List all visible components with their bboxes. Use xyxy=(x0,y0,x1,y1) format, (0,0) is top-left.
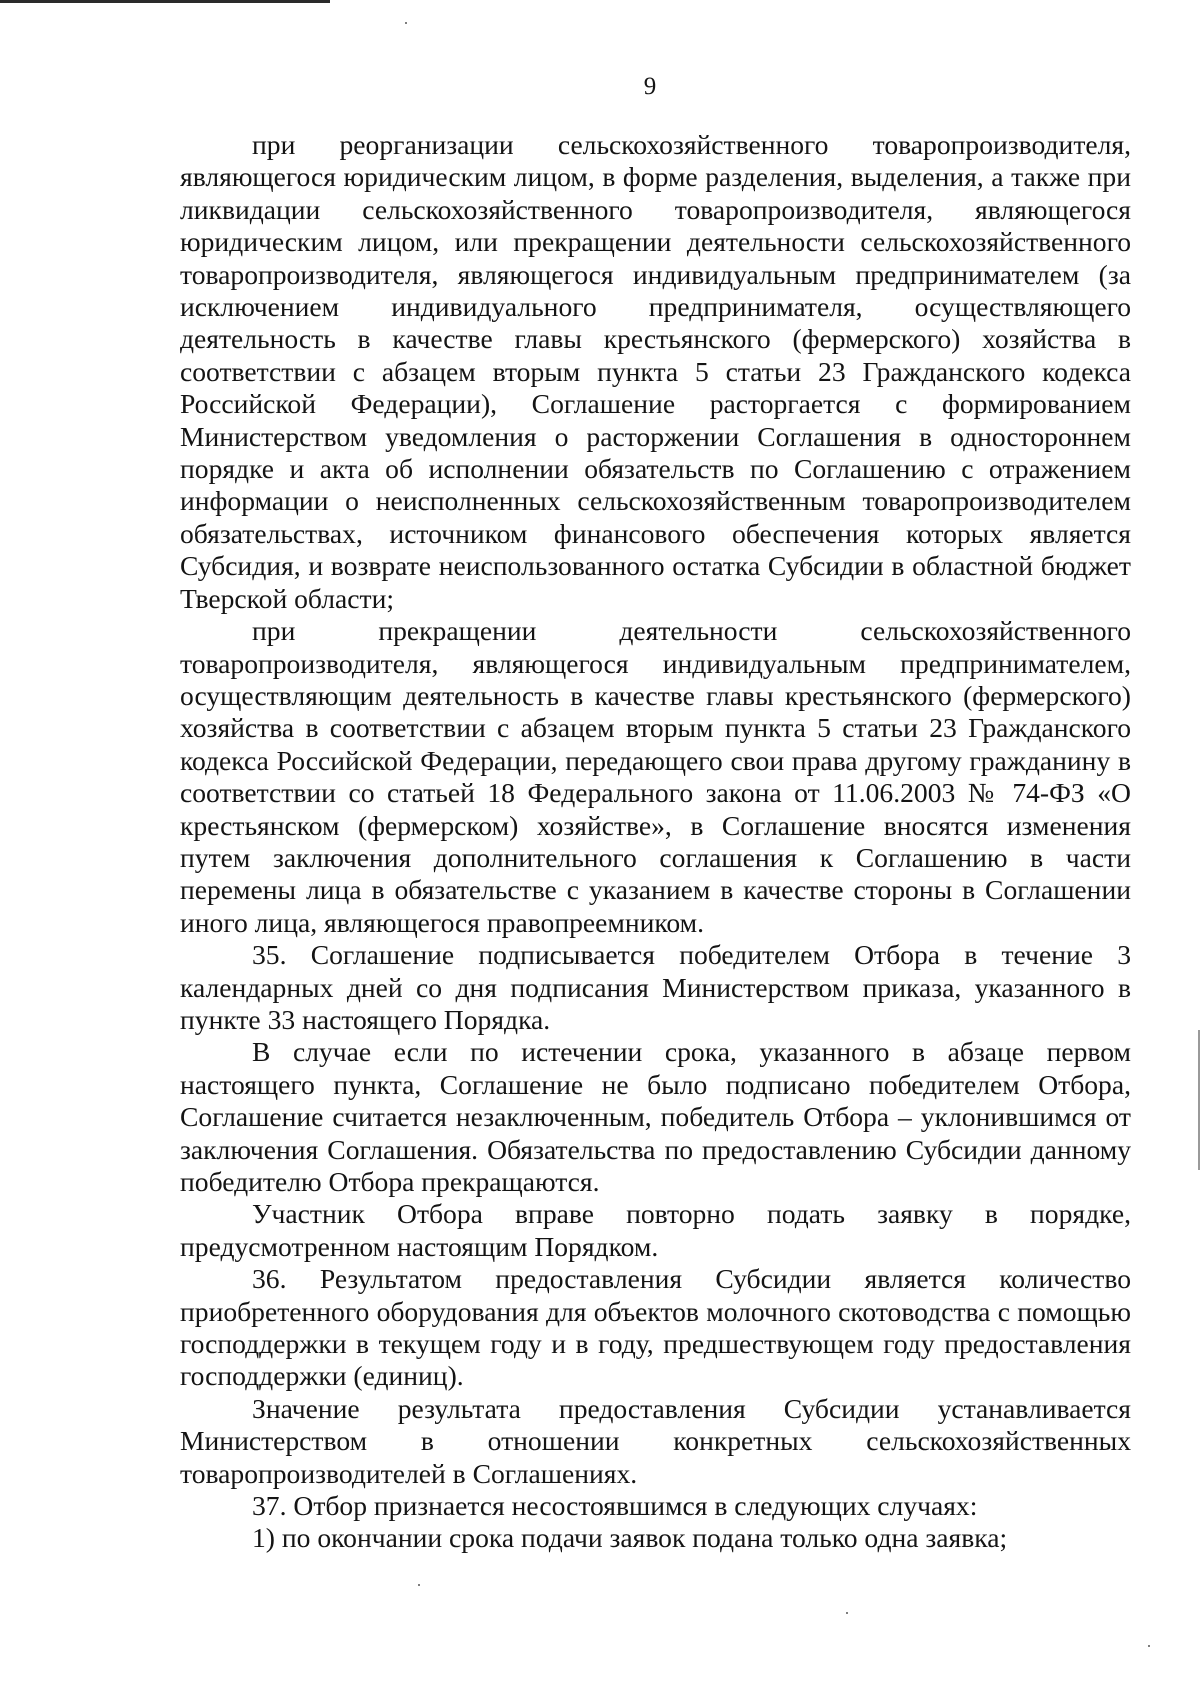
paragraph-item-35: 35. Соглашение подписывается победителем Отбора в течение 3 календарных дней со дня подписания Министерством приказа, указанного в пункте 33 настоящего Порядка. xyxy=(180,939,1131,1035)
paragraph-item-36: 36. Результатом предоставления Субсидии является количество приобретенного оборудования для объектов молочного скотоводства с помощью господдержки в текущем году и в году, предшествующем году предоставления господдержки (единиц). xyxy=(180,1263,1131,1392)
paragraph-item-37-1: 1) по окончании срока подачи заявок подана только одна заявка; xyxy=(252,1522,1008,1554)
page-number: 9 xyxy=(643,73,657,100)
scan-speck xyxy=(1148,1645,1150,1647)
paragraph-item-35-reapply: Участник Отбора вправе повторно подать заявку в порядке, предусмотренном настоящим Порядком. xyxy=(180,1198,1131,1262)
paragraph-item-37: 37. Отбор признается несостоявшимся в следующих случаях: xyxy=(252,1490,978,1522)
document-body xyxy=(180,129,1131,1555)
paragraph-item-36-value: Значение результата предоставления Субсидии устанавливается Министерством в отношении конкретных сельскохозяйственных товаропроизводителей в Соглашениях. xyxy=(180,1392,1131,1489)
paragraph-reorganization: при реорганизации сельскохозяйственного товаропроизводителя, являющегося юридическим лицом, в форме разделения, выделения, а также при ликвидации сельскохозяйственного товаропроизводителя, являющегося юридическим лицом, или прекращении деятельности сельскохозяйственного товаропроизводителя, являющегося индивидуальным предпринимателем (за исключением индивидуального предпринимателя, осуществляющего деятельность в качестве главы крестьянского (фермерского) хозяйства в соответствии с абзацем вторым пункта 5 статьи 23 Гражданского кодекса Российской Федерации), Соглашение расторгается с формированием Министерством уведомления о расторжении Соглашения в одностороннем порядке и акта об исполнении обязательств по Соглашению с отражением информации о неисполненных сельскохозяйственным товаропроизводителем обязательствах, источником финансового обеспечения которых является Субсидия, и возврате неиспользованного остатка Субсидии в областной бюджет Тверской области; xyxy=(180,129,1131,614)
scan-border-top xyxy=(0,0,330,3)
scan-speck xyxy=(846,1612,848,1614)
scan-speck xyxy=(405,22,407,24)
paragraph-item-35-evasion: В случае если по истечении срока, указанного в абзаце первом настоящего пункта, Соглашение не было подписано победителем Отбора, Соглашение считается незаключенным, победитель Отбора – уклонившимся от заключения Соглашения. Обязательства по предоставлению Субсидии данному победителю Отбора прекращаются. xyxy=(180,1036,1131,1197)
paragraph-termination-farm-head: при прекращении деятельности сельскохозяйственного товаропроизводителя, являющегося индивидуальным предпринимателем, осуществляющим деятельность в качестве главы крестьянского (фермерского) хозяйства в соответствии с абзацем вторым пункта 5 статьи 23 Гражданского кодекса Российской Федерации, передающего свои права другому гражданину в соответствии со статьей 18 Федерального закона от 11.06.2003 № 74-ФЗ «О крестьянском (фермерском) хозяйстве», в Соглашение вносятся изменения путем заключения дополнительного соглашения к Соглашению в части перемены лица в обязательстве с указанием в качестве стороны в Соглашении иного лица, являющегося правопреемником. xyxy=(180,615,1131,938)
scan-speck xyxy=(418,1584,420,1586)
